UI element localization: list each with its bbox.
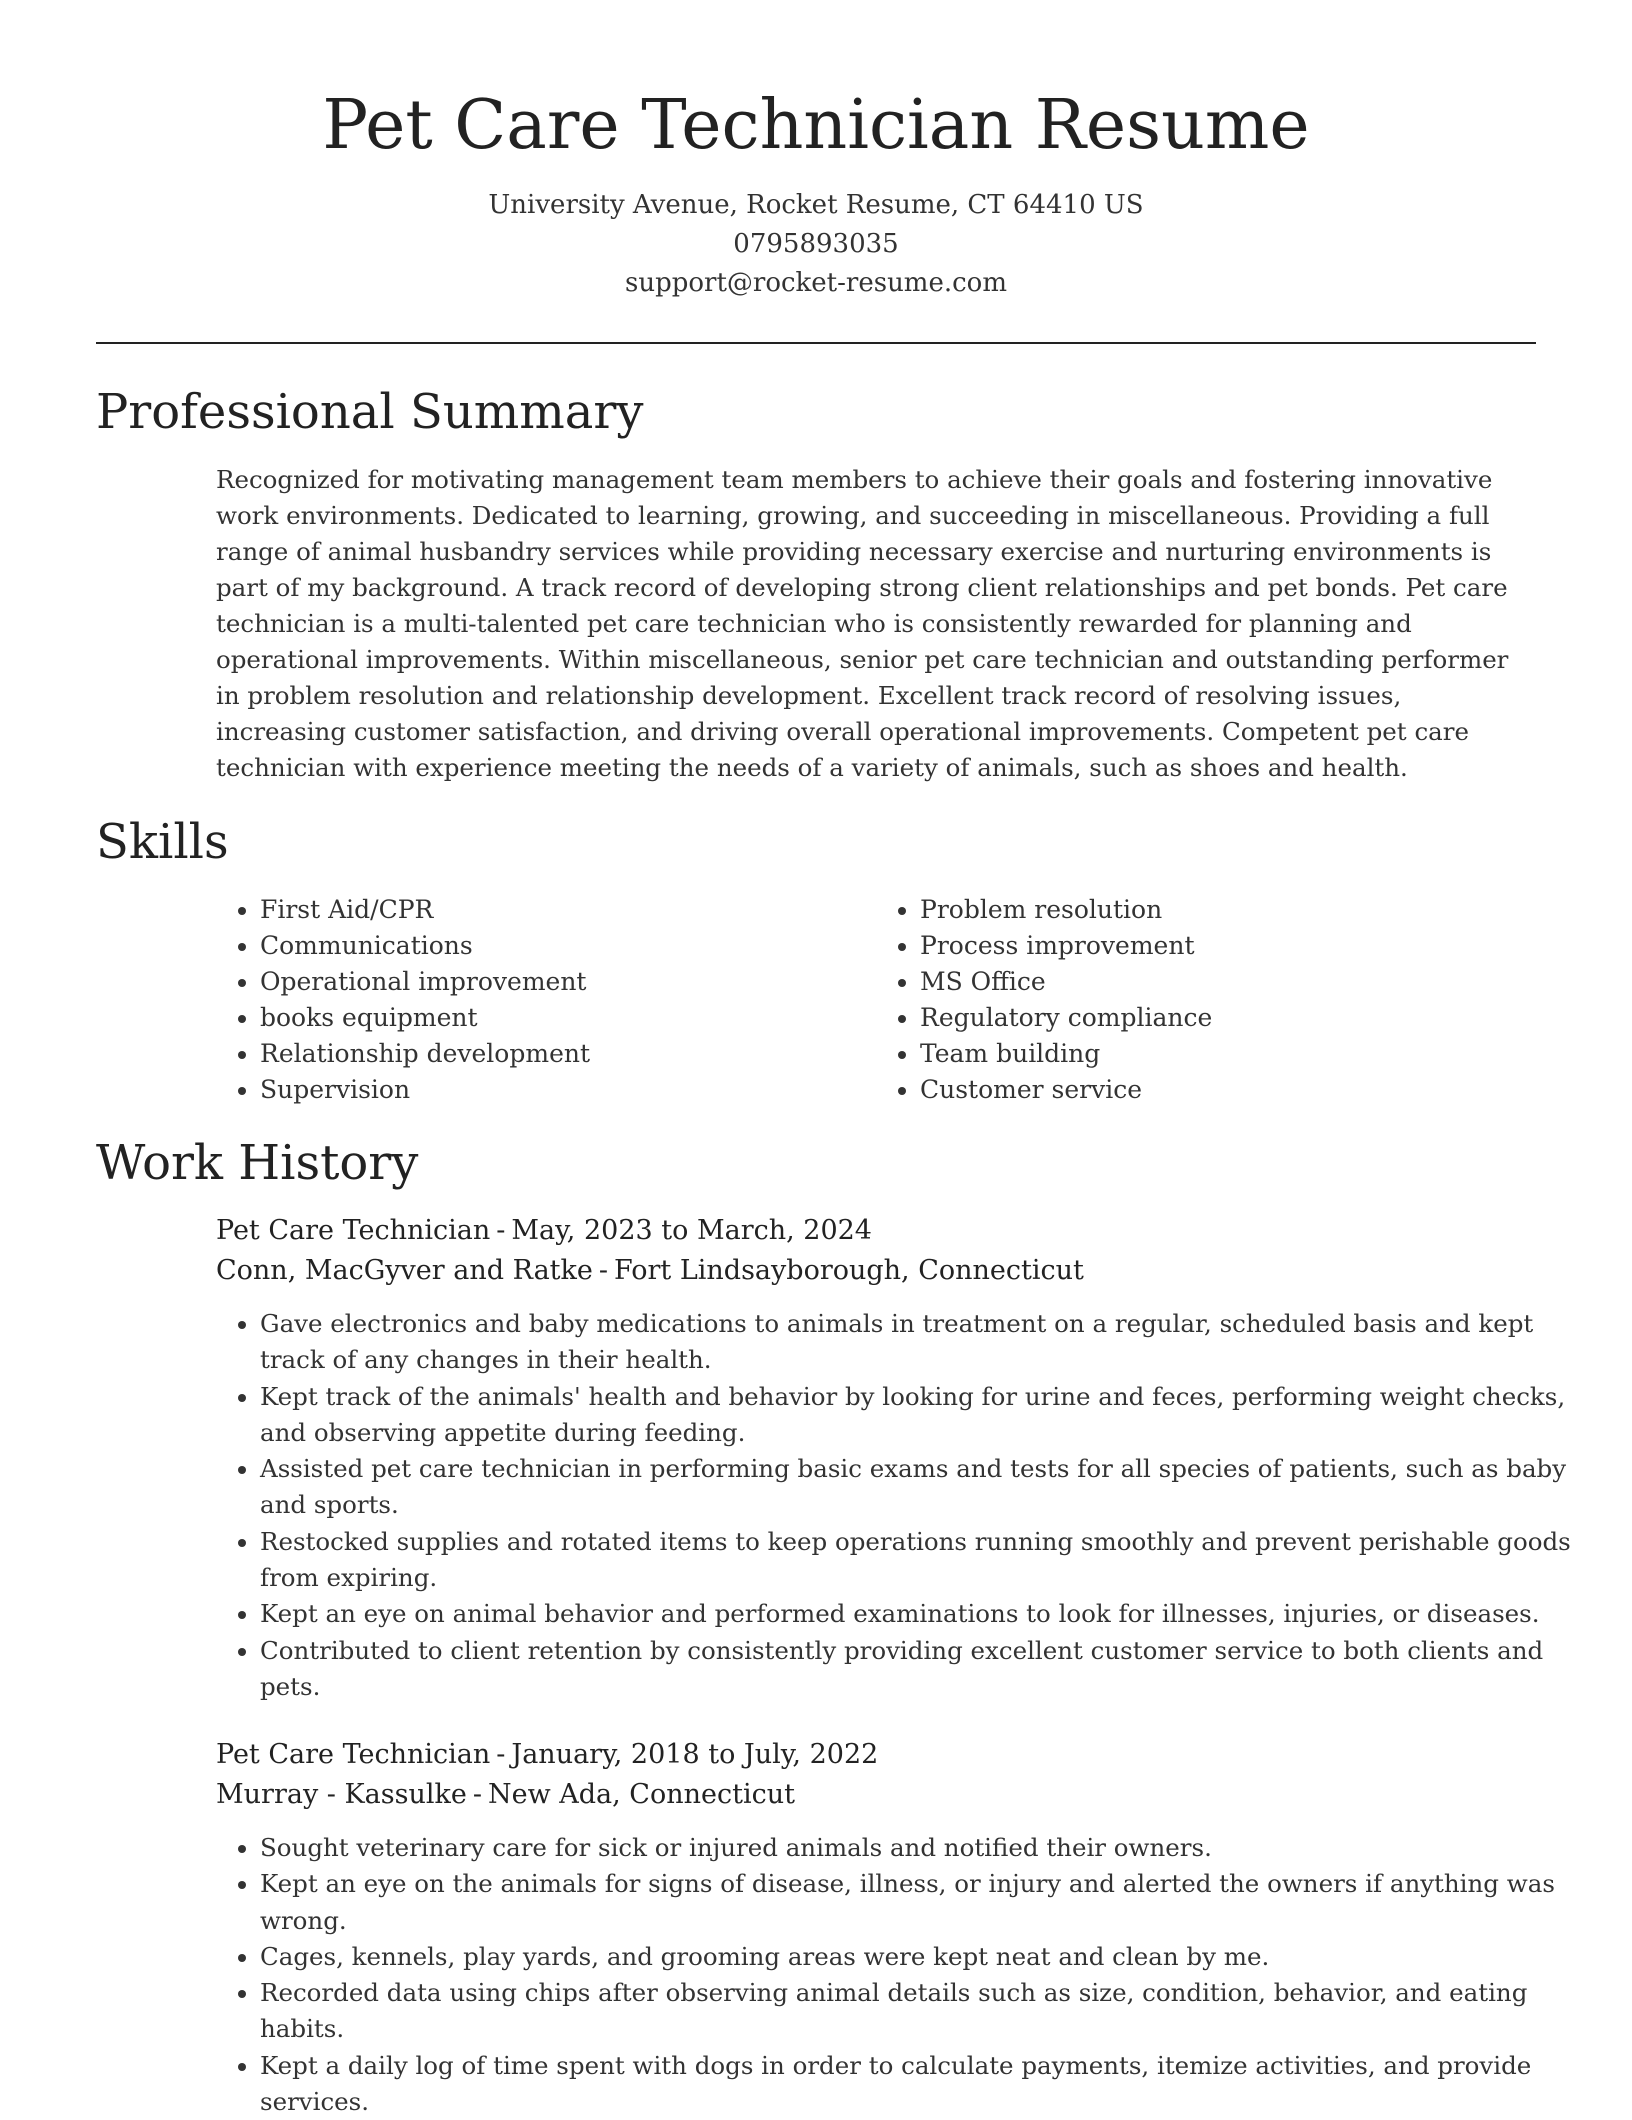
job-duty: • Kept an eye on the animals for signs of disease, illness, or injury and alerted the owners if anything was wrong. [260, 1866, 1580, 1939]
work-history-heading: Work History [96, 1135, 419, 1191]
job-title: Pet Care Technician [216, 1215, 491, 1246]
skill-item: • Customer service [920, 1072, 1536, 1108]
header-divider [96, 342, 1536, 344]
separator: - [598, 1255, 608, 1286]
skill-item: • Team building [920, 1036, 1536, 1072]
job-duties-list [216, 1306, 1580, 1705]
job-company: Conn, MacGyver and Ratke [216, 1255, 593, 1286]
skill-item: • Process improvement [920, 928, 1536, 964]
job-company: Murray - Kassulke [216, 1779, 467, 1810]
job-dates: May, 2023 to March, 2024 [511, 1215, 872, 1246]
summary-text: Recognized for motivating management team members to achieve their goals and fostering innovative work environments. Dedicated to learning, growing, and succeeding in miscellaneous. Providing a full range of animal husbandry services while providing necessary exercise and nurturing environments is part of my background. A track record of developing strong client relationships and pet bonds. Pet care technician is a multi-talented pet care technician who is consistently rewarded for planning and operational improvements. Within miscellaneous, senior pet care technician and outstanding performer in problem resolution and relationship development. Excellent track record of resolving issues, increasing customer satisfaction, and driving overall operational improvements. Competent pet care technician with experience meeting the needs of a variety of animals, such as shoes and health. [216, 465, 1509, 782]
resume-header [96, 80, 1536, 303]
contact-block [96, 186, 1536, 303]
job-title-line [216, 1735, 1536, 1775]
contact-email: support@rocket-resume.com [624, 268, 1007, 298]
job-duties-list [216, 1830, 1580, 2120]
skill-item: • First Aid/CPR [260, 892, 876, 928]
job-location: Fort Lindsayborough, Connecticut [613, 1255, 1084, 1286]
skill-item: • Relationship development [260, 1036, 876, 1072]
job-duty: • Assisted pet care technician in performing basic exams and tests for all species of patients, such as baby and sports. [260, 1451, 1580, 1524]
job-duty: • Gave electronics and baby medications to animals in treatment on a regular, scheduled basis and kept track of any changes in their health. [260, 1306, 1580, 1379]
job-duty: • Kept a daily log of time spent with dogs in order to calculate payments, itemize activities, and provide services. [260, 2048, 1580, 2120]
skill-item: • Problem resolution [920, 892, 1536, 928]
skills-column-right [876, 892, 1536, 1108]
page-title: Pet Care Technician Resume [322, 86, 1310, 165]
separator: - [472, 1779, 482, 1810]
skill-item: • Supervision [260, 1072, 876, 1108]
skill-item: • Communications [260, 928, 876, 964]
job-duty: • Restocked supplies and rotated items to keep operations running smoothly and prevent perishable goods from expiring. [260, 1524, 1580, 1597]
skill-item: • Regulatory compliance [920, 1000, 1536, 1036]
skills-heading: Skills [96, 814, 229, 870]
skill-item: • MS Office [920, 964, 1536, 1000]
job-duty: • Cages, kennels, play yards, and grooming areas were kept neat and clean by me. [260, 1939, 1580, 1975]
job-duty: • Kept track of the animals' health and behavior by looking for urine and feces, performing weight checks, and observing appetite during feeding. [260, 1379, 1580, 1452]
skill-item: • books equipment [260, 1000, 876, 1036]
separator: - [496, 1215, 506, 1246]
job-duty: • Contributed to client retention by consistently providing excellent customer service to both clients and pets. [260, 1633, 1580, 1706]
skill-item: • Operational improvement [260, 964, 876, 1000]
job-duty: • Kept an eye on animal behavior and performed examinations to look for illnesses, injuries, or diseases. [260, 1596, 1580, 1632]
job-title: Pet Care Technician [216, 1739, 491, 1770]
summary-heading: Professional Summary [96, 384, 644, 440]
job-location: New Ada, Connecticut [487, 1779, 795, 1810]
job-dates: January, 2018 to July, 2022 [511, 1739, 879, 1770]
contact-address: University Avenue, Rocket Resume, CT 64410 US [488, 190, 1144, 220]
skills-grid [216, 892, 1536, 1108]
job-company-line [216, 1251, 1536, 1291]
job-duty: • Recorded data using chips after observing animal details such as size, condition, behavior, and eating habits. [260, 1975, 1580, 2048]
contact-phone: 0795893035 [733, 229, 899, 259]
separator: - [496, 1739, 506, 1770]
job-duty: • Sought veterinary care for sick or injured animals and notified their owners. [260, 1830, 1580, 1866]
job-company-line [216, 1775, 1536, 1815]
job-title-line [216, 1211, 1536, 1251]
skills-column-left [216, 892, 876, 1108]
